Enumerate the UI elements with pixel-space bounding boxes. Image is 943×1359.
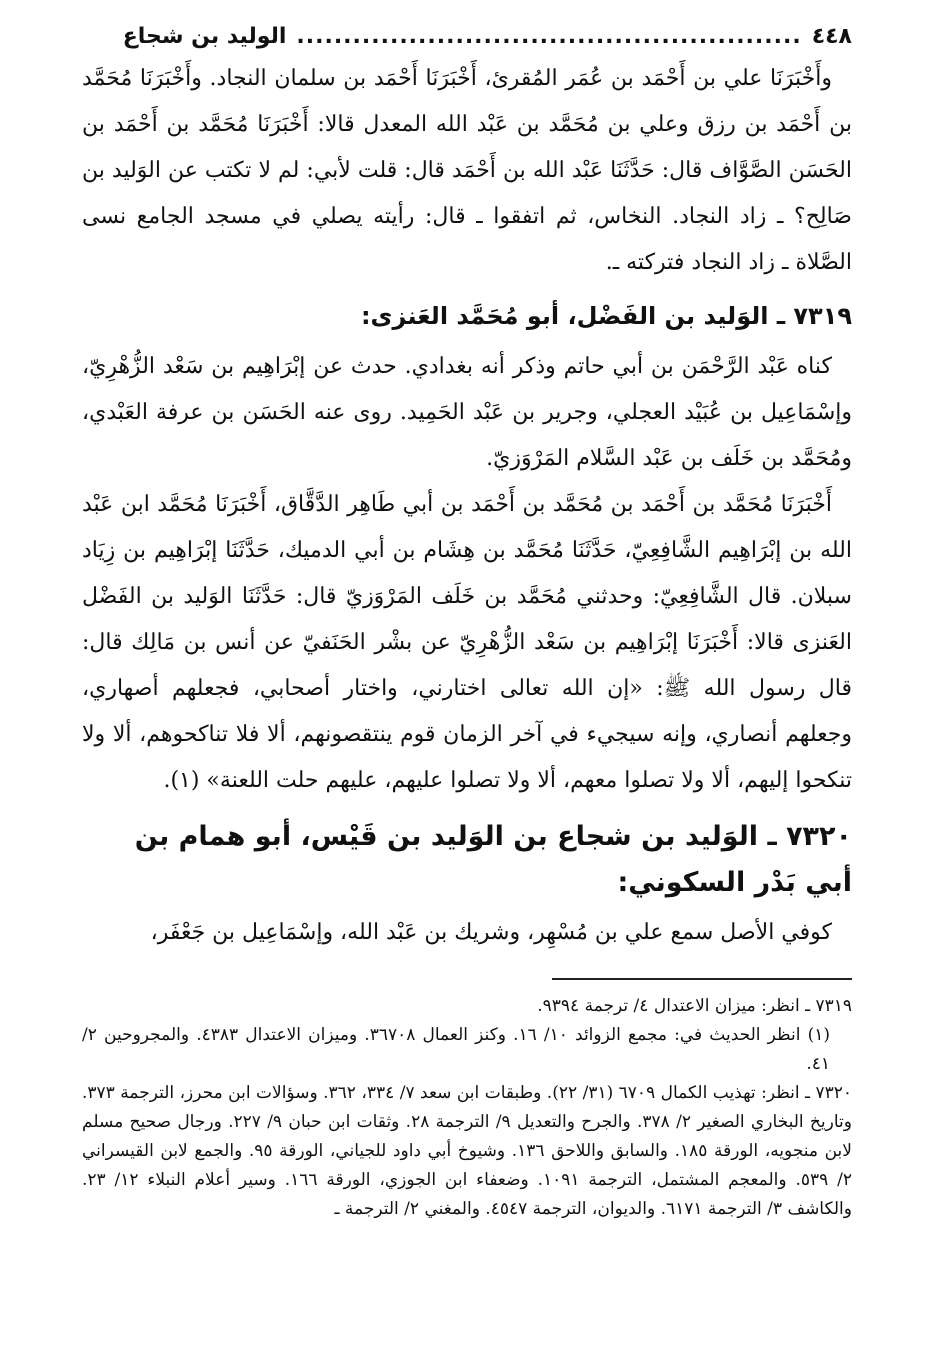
footnotes [82,992,852,1224]
header-dots: ...................................................... [296,24,802,49]
paragraph-1: وأَخْبَرَنَا علي بن أَحْمَد بن عُمَر المُقرئ، أَخْبَرَنَا أَحْمَد بن سلمان النجاد. وأَخْبَرَنَا مُحَمَّد بن أَحْمَد بن رزق وعلي بن مُحَمَّد بن عَبْد الله المعدل قالا: أَخْبَرَنَا مُحَمَّد بن أَحْمَد بن الحَسَن الصَّوَّاف قال: حَدَّثَنَا عَبْد الله بن أَحْمَد قال: قلت لأبي: لم لا تكتب عن الوَليد بن صَالِح؟ ـ زاد النجاد. النخاس، ثم اتفقوا ـ قال: رأيته يصلي في مسجد الجامع نسى الصَّلاة ـ زاد النجاد فتركته ـ. [82,66,852,275]
entry-title-7319: ٧٣١٩ ـ الوَليد بن الفَضْل، أبو مُحَمَّد العَنزى: [360,302,852,330]
page-number: ٤٤٨ [811,24,852,49]
paragraph-4: كوفي الأصل سمع علي بن مُسْهِر، وشريك بن عَبْد الله، وإسْمَاعِيل بن جَعْفَر، [150,920,832,945]
running-title: الوليد بن شجاع [122,24,287,49]
footnote-7320: ٧٣٢٠ ـ انظر: تهذيب الكمال ٦٧٠٩ (٣١/ ٢٢). وطبقات ابن سعد ٧/ ٣٣٤، ٣٦٢. وسؤالات ابن محرز، الترجمة ٣٧٣. وتاريخ البخاري الصغير ٢/ ٣٧٨. والجرح والتعديل ٩/ الترجمة ٢٨. وثقات ابن حبان ٩/ ٢٢٧. ورجال صحيح مسلم لابن منجويه، الورقة ١٨٥. والسابق واللاحق ١٣٦. وشيوخ أبي داود للجياني، الورقة ٩٥. والجمع لابن القيسراني ٢/ ٥٣٩. والمعجم المشتمل، الترجمة ١٠٩١. وضعفاء ابن الجوزي، الورقة ١٦٦. وسير أعلام النبلاء ١٢/ ٢٣. والكاشف ٣/ الترجمة ٦١٧١. والديوان، الترجمة ٤٥٤٧. والمغني ٢/ الترجمة ـ [82,1083,853,1219]
paragraph-3: أَخْبَرَنَا مُحَمَّد بن أَحْمَد بن مُحَمَّد بن أَحْمَد بن أبي طَاهِر الدَّقَّاق، أَخْبَرَنَا مُحَمَّد ابن عَبْد الله بن إبْرَاهِيم الشَّافِعِيّ، حَدَّثَنَا مُحَمَّد بن هِشَام بن أبي الدميك، حَدَّثَنَا إبْرَاهِيم بن زِيَاد سبلان. قال الشَّافِعِيّ: وحدثني مُحَمَّد بن خَلَف المَرْوَزيّ قال: حَدَّثَنَا الوَليد بن الفَضْل العَنزى قالا: أَخْبَرَنَا إبْرَاهِيم بن سَعْد الزُّهْرِيّ عن بشْر الحَنَفيّ عن أنس بن مَالِك قال: قال رسول الله ﷺ: «إن الله تعالى اختارني، واختار أصحابي، فجعلهم أصهاري، وجعلهم أنصاري، وإنه سيجيء في آخر الزمان قوم ينتقصونهم، ألا فلا تناكحوهم، ألا ولا تنكحوا إليهم، ألا ولا تصلوا معهم، ألا ولا تصلوا عليهم، عليهم حلت اللعنة» (١). [82,492,852,793]
book-page [82,22,852,1224]
footnote-1: (١) انظر الحديث في: مجمع الزوائد ١٠/ ١٦. وكنز العمال ٣٦٧٠٨. وميزان الاعتدال ٤٣٨٣. والمجروحين ٢/ ٤١. [82,1025,830,1074]
page-header [82,22,852,56]
footnote-7319: ٧٣١٩ ـ انظر: ميزان الاعتدال ٤/ ترجمة ٩٣٩٤. [537,996,852,1016]
entry-title-7320: ٧٣٢٠ ـ الوَليد بن شجاع بن الوَليد بن قَيْس، أبو همام بن أبي بَدْر السكوني: [134,821,852,898]
paragraph-2: كناه عَبْد الرَّحْمَن بن أبي حاتم وذكر أنه بغدادي. حدث عن إبْرَاهِيم بن سَعْد الزُّهْرِيّ، وإسْمَاعِيل بن عُبَيْد العجلي، وجرير بن عَبْد الحَمِيد. روى عنه الحَسَن بن عرفة العَبْدي، ومُحَمَّد بن خَلَف بن عَبْد السَّلام المَرْوَزيّ. [82,354,852,471]
footnote-separator [552,978,852,980]
